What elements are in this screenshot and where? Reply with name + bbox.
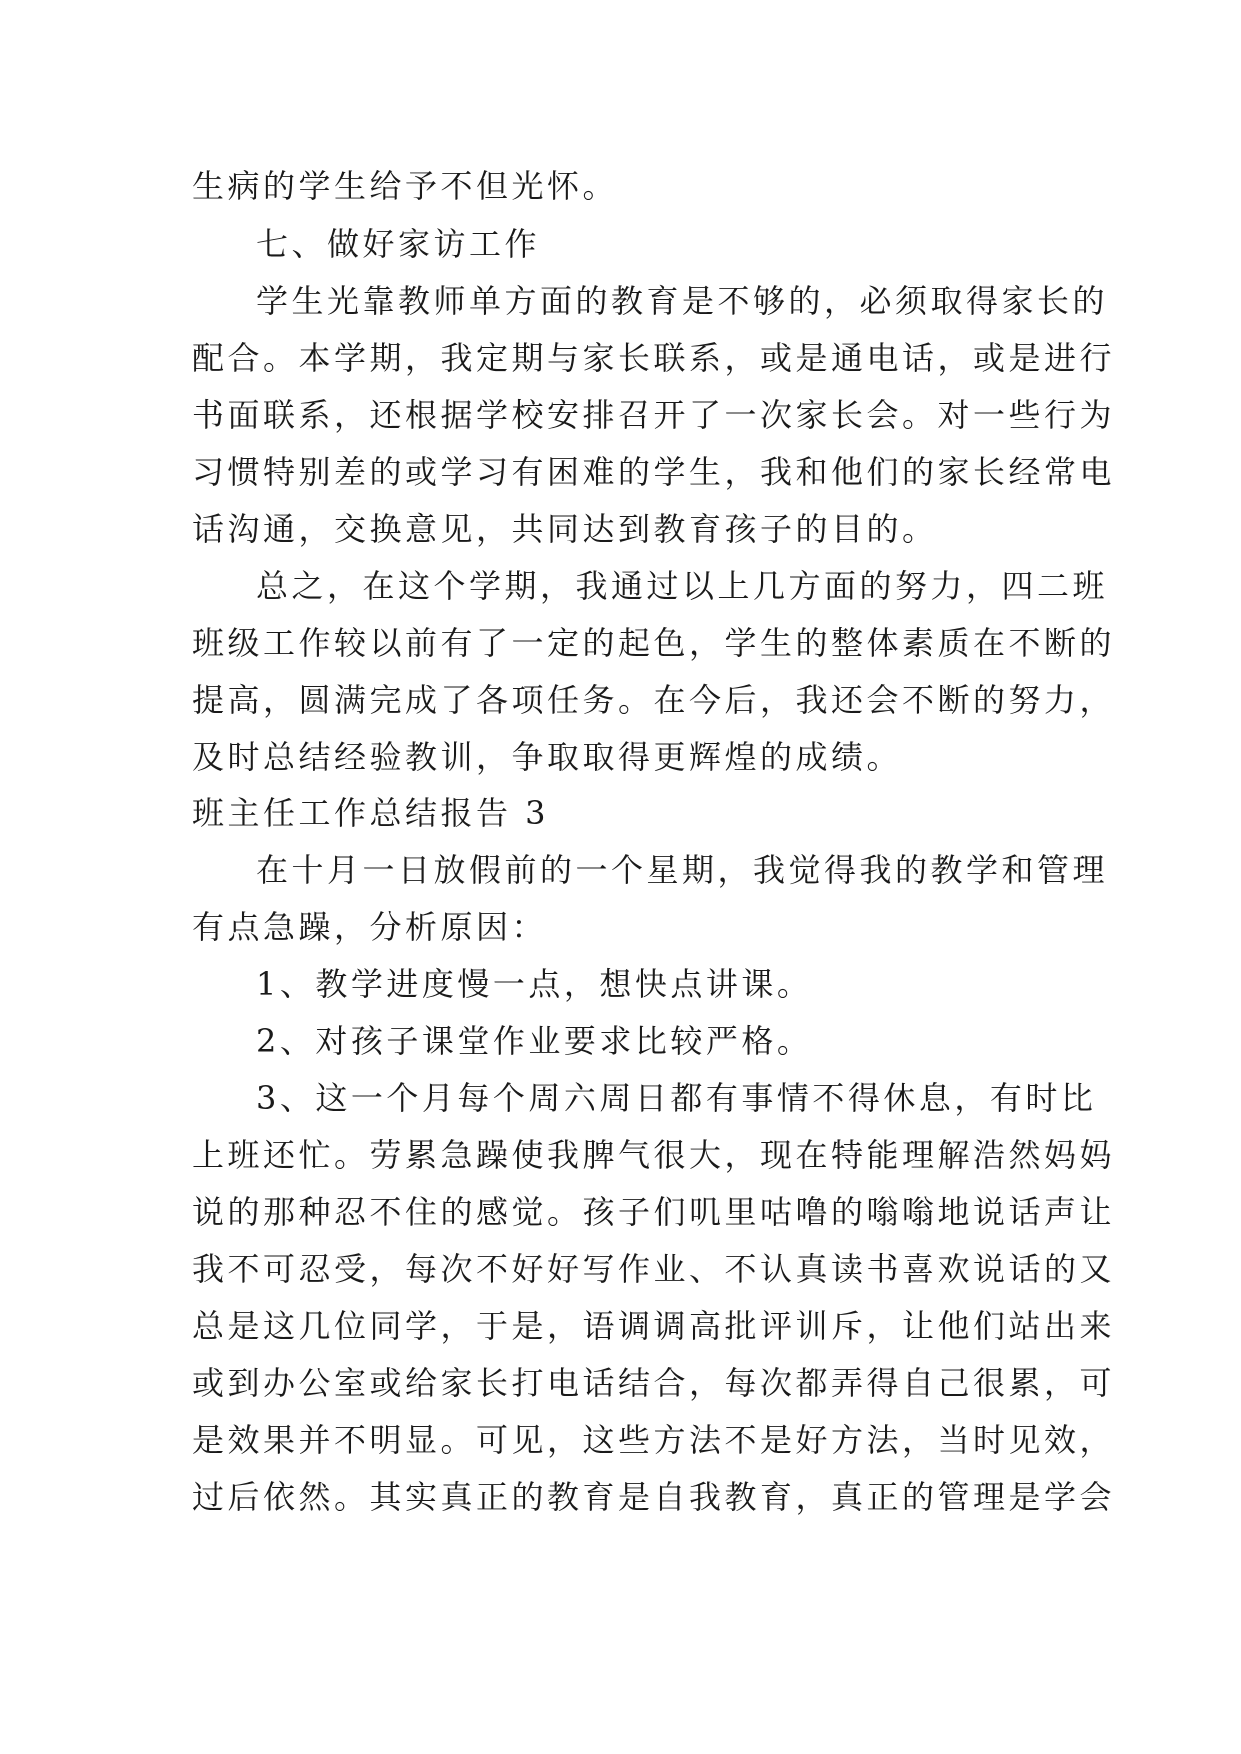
- list-item: 2、对孩子课堂作业要求比较严格。: [256, 1022, 813, 1060]
- body-text-line: 上班还忙。劳累急躁使我脾气很大，现在特能理解浩然妈妈: [192, 1136, 1116, 1174]
- body-text-line: 我不可忍受，每次不好好写作业、不认真读书喜欢说话的又: [192, 1250, 1116, 1288]
- section-heading: 七、做好家访工作: [256, 225, 541, 263]
- body-text-line: 书面联系，还根据学校安排召开了一次家长会。对一些行为: [192, 396, 1116, 434]
- body-text-line: 生病的学生给予不但光怀。: [192, 167, 619, 205]
- body-text-line: 或到办公室或给家长打电话结合，每次都弄得自己很累，可: [192, 1364, 1116, 1402]
- body-text-line: 话沟通，交换意见，共同达到教育孩子的目的。: [192, 510, 938, 548]
- body-text-line: 提高，圆满完成了各项任务。在今后，我还会不断的努力，: [192, 681, 1116, 719]
- body-text-line: 说的那种忍不住的感觉。孩子们叽里咕噜的嗡嗡地说话声让: [192, 1193, 1116, 1231]
- report-title: 班主任工作总结报告 3: [192, 794, 550, 832]
- body-text-line: 配合。本学期，我定期与家长联系，或是通电话，或是进行: [192, 339, 1116, 377]
- list-item: 3、这一个月每个周六周日都有事情不得休息，有时比: [256, 1079, 1097, 1117]
- body-text-line: 及时总结经验教训，争取取得更辉煌的成绩。: [192, 738, 903, 776]
- body-text-line: 总是这几位同学，于是，语调调高批评训斥，让他们站出来: [192, 1307, 1116, 1345]
- body-text-line: 总之，在这个学期，我通过以上几方面的努力，四二班: [256, 567, 1109, 605]
- body-text-line: 习惯特别差的或学习有困难的学生，我和他们的家长经常电: [192, 453, 1116, 491]
- body-text-line: 有点急躁，分析原因：: [192, 908, 548, 946]
- body-text-line: 班级工作较以前有了一定的起色，学生的整体素质在不断的: [192, 624, 1116, 662]
- body-text-line: 过后依然。其实真正的教育是自我教育，真正的管理是学会: [192, 1478, 1116, 1516]
- body-text-line: 学生光靠教师单方面的教育是不够的，必须取得家长的: [256, 282, 1109, 320]
- body-text-line: 在十月一日放假前的一个星期，我觉得我的教学和管理: [256, 851, 1109, 889]
- list-item: 1、教学进度慢一点，想快点讲课。: [256, 965, 813, 1003]
- body-text-line: 是效果并不明显。可见，这些方法不是好方法，当时见效，: [192, 1421, 1116, 1459]
